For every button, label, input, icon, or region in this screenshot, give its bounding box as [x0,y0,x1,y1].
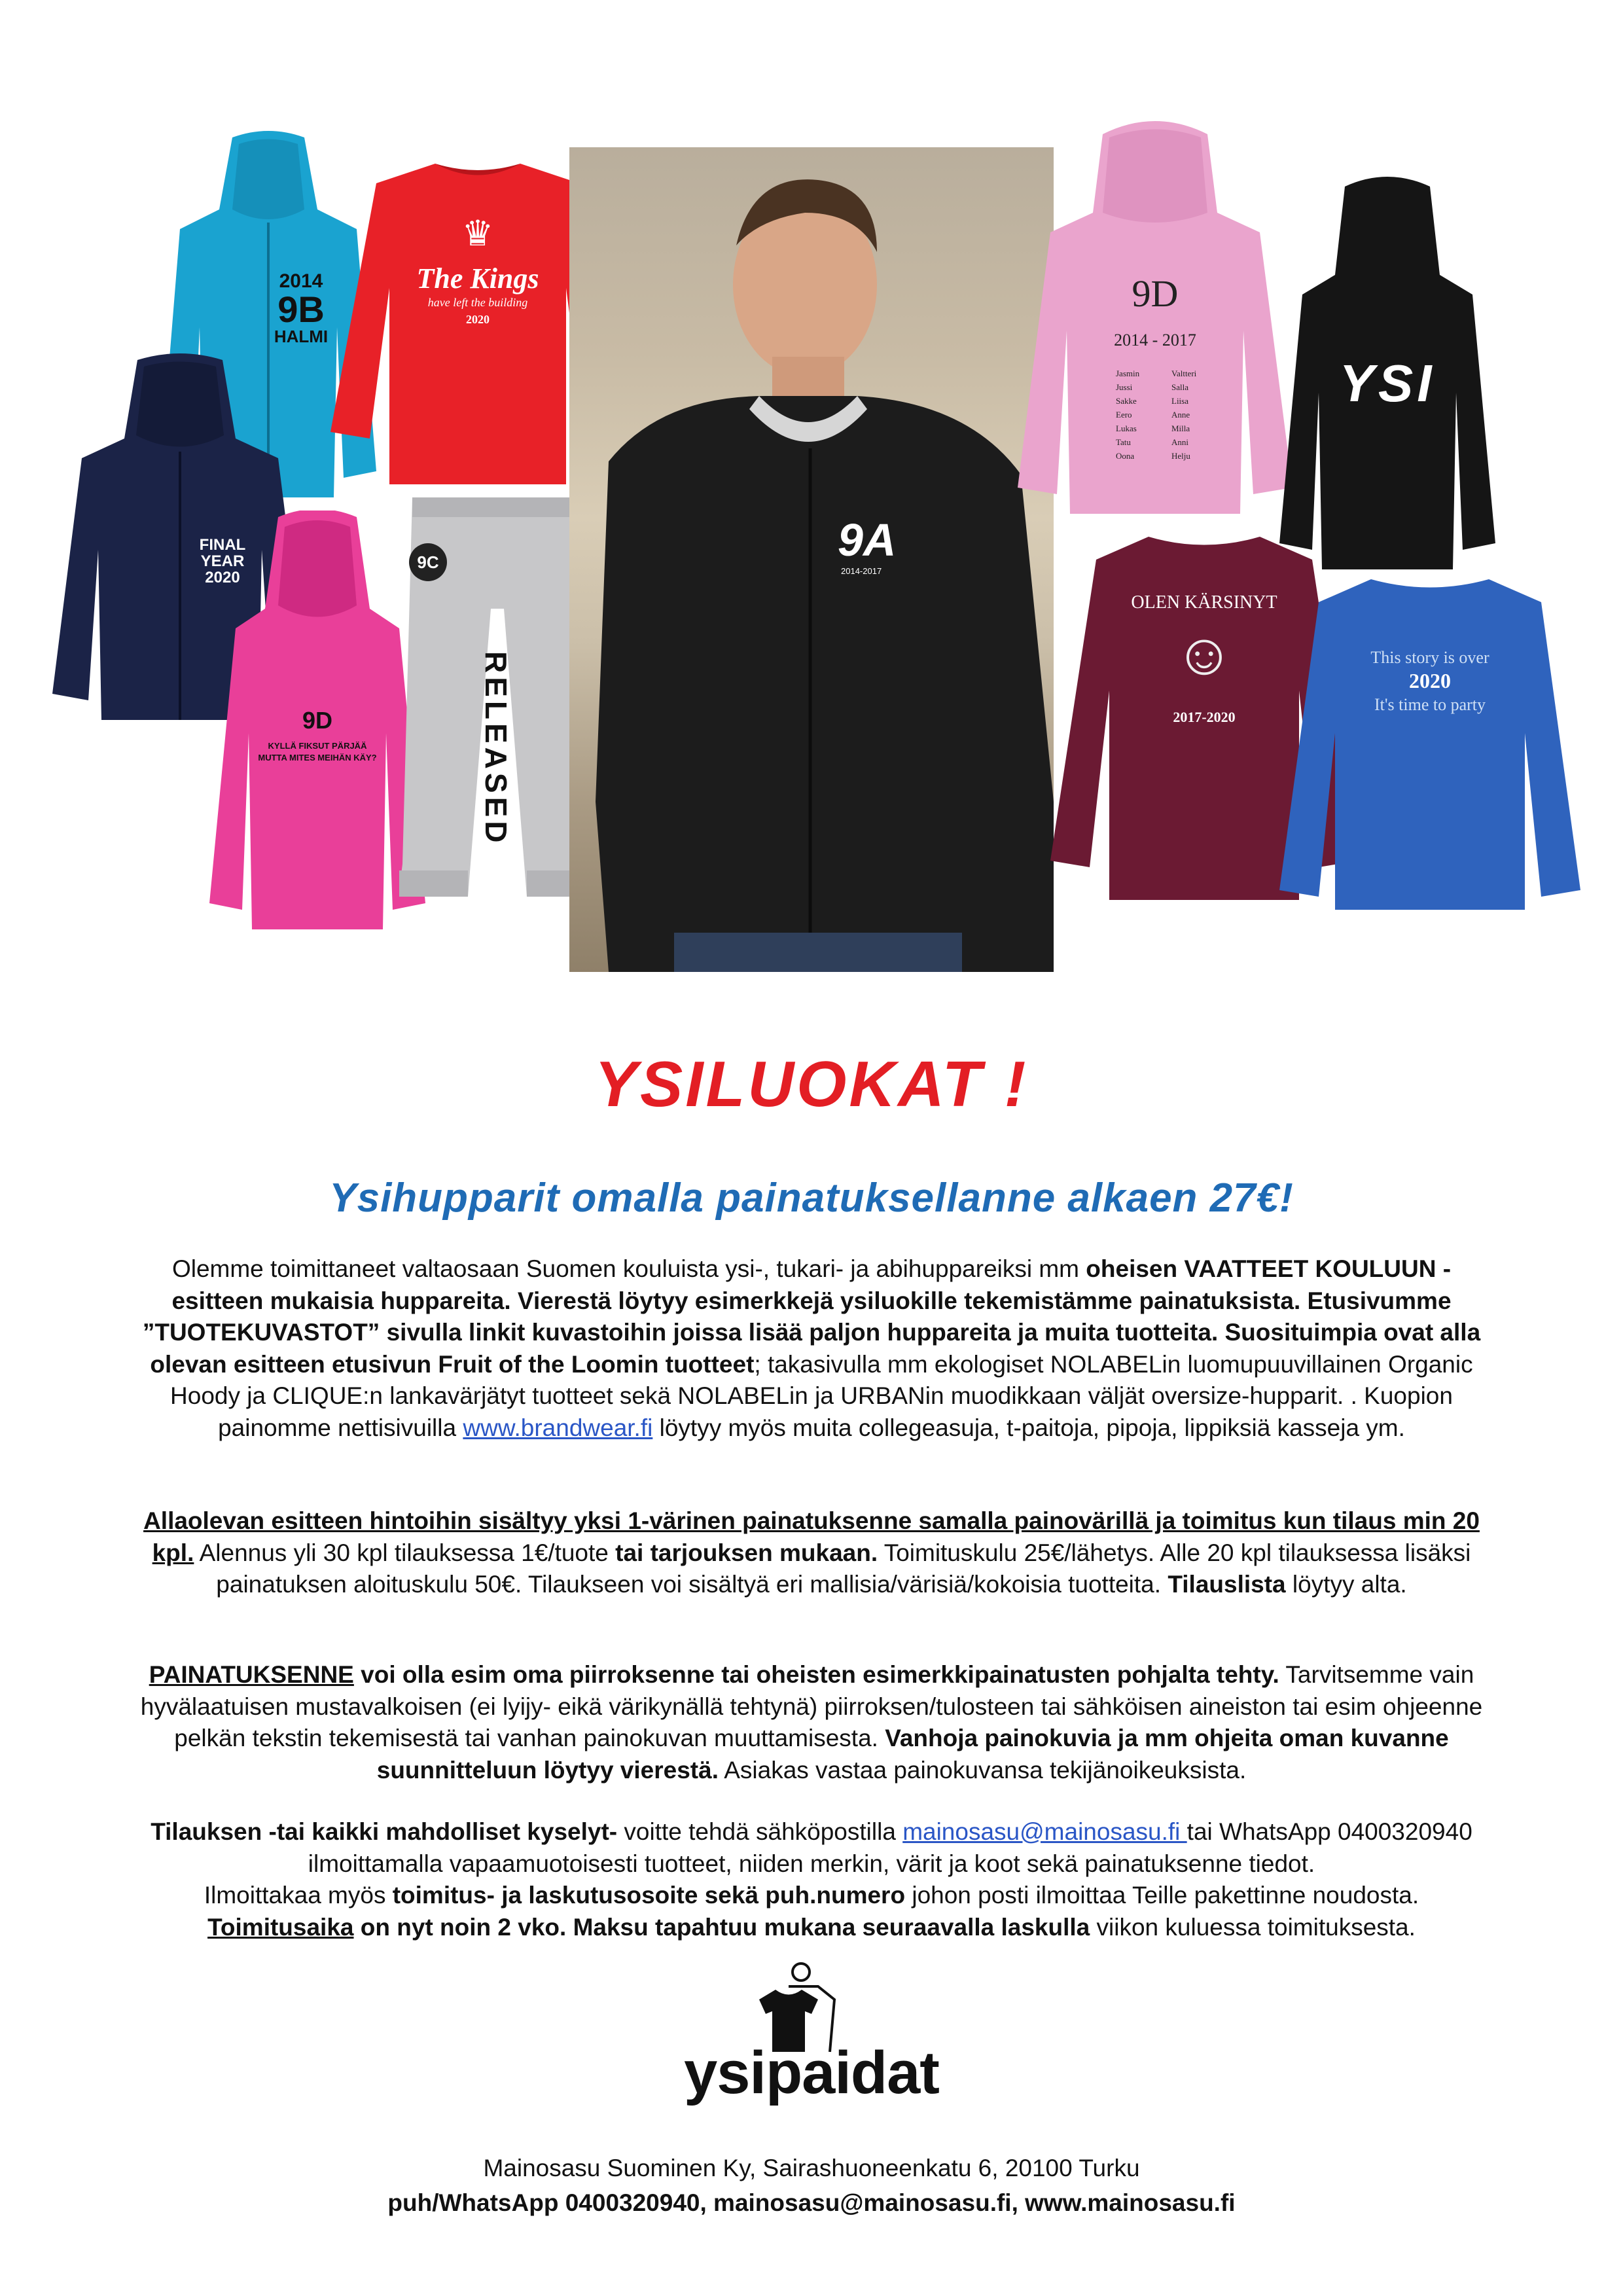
royal-blue-shirt [1279,576,1580,910]
red-sweater-crown-icon: ♛ [461,214,494,253]
name: Anni [1171,437,1188,447]
name: Jasmin [1116,368,1140,378]
ysipaidat-logo-text: ysipaidat [684,2039,939,2106]
light-pink-hoodie-years: 2014 - 2017 [1114,331,1196,350]
grey-pants [399,497,596,903]
footer-address: Mainosasu Suominen Ky, Sairashuoneenkatu 6, 20100 Turku [483,2155,1140,2181]
model-figure [569,147,1054,972]
paragraph-text: johon posti ilmoittaa Teille pakettinne noudosta. [905,1882,1419,1909]
royal-blue-shirt-line: This story is over [1370,648,1489,667]
paragraph-text: Alennus yli 30 kpl tilauksessa 1€/tuote [194,1539,616,1566]
paragraph-text: viikon kuluessa toimituksesta. [1090,1913,1416,1941]
paragraph-text: tai WhatsApp 0400320940 ilmoittamalla vapaamuotoisesti tuotteet, niiden merkin, värit ja koot sekä painatuksenne tiedot. [308,1818,1472,1877]
black-hoodie [1279,177,1495,569]
paragraph-text: Olemme toimittaneet valtaosaan Suomen kouluista ysi-, tukari- ja abihuppareiksi mm [171,1255,1086,1282]
paragraph-text: Tarvitsemme vain hyvälaatuisen mustavalkoisen (ei lyijy- eikä värikynällä tehtynä) piirroksen/tulosteen tai sähköisen aineiston tai esim ohjeenne pelkän tekstin tekemisestä tai vanhan painokuvan muuttamisesta. [140,1661,1483,1751]
paragraph-printing [124,1659,1499,1786]
royal-blue-shirt-shape [1279,576,1580,910]
burgundy-sweater-face-icon: ☺ [1174,622,1234,687]
name: Oona [1116,451,1135,461]
paragraph-text: voitte tehdä sähköpostilla [617,1818,903,1845]
paragraph-bold: voi olla esim oma piirroksenne tai oheisten esimerkkipainatusten pohjalta tehty. [353,1661,1279,1688]
light-pink-hoodie-class: 9D [1132,272,1179,315]
royal-blue-shirt-line: 2020 [1409,669,1451,692]
name: Sakke [1116,396,1137,406]
name: Valtteri [1171,368,1197,378]
name: Liisa [1171,396,1188,406]
paragraph-bold-underline: PAINATUKSENNE [149,1661,354,1688]
pink-hoodie-print-line: MUTTA MITES MEIHÄN KÄY? [258,753,377,762]
pink-hoodie-print-line: KYLLÄ FIKSUT PÄRJÄÄ [268,741,367,751]
paragraph-bold: oheisen VAATTEET KOULUUN - esitteen mukaisia huppareita. Vierestä löytyy esimerkkejä ysiluokille tekemistämme painatuksista. Etusivumme ”TUOTEKUVASTOT” sivulla linkit kuvastoihin joissa lisää paljon huppareita ja muita tuotteita. Suosituimpia ovat alla olevan esitteen etusivun Fruit of the Loomin tuotteet [142,1255,1481,1378]
light-pink-hoodie-shape [1018,121,1293,514]
paragraph-bold: toimitus- ja laskutusosoite sekä puh.numero [392,1882,906,1909]
red-sweater-title: The Kings [416,262,539,295]
name: Salla [1171,382,1188,392]
name: Helju [1171,451,1190,461]
paragraph-ordering [124,1816,1499,1943]
red-sweater-subtitle: have left the building [427,296,528,309]
email-link[interactable]: mainosasu@mainosasu.fi [902,1818,1187,1845]
blue-hoodie-print-line: HALMI [274,327,329,346]
name: Tatu [1116,437,1131,447]
black-hoodie-logo: YSI [1339,354,1436,412]
pink-hoodie [209,511,425,929]
paragraph-bold-underline: Toimitusaika [207,1913,354,1941]
pink-hoodie-logo: 9D [302,707,333,734]
grey-pants-circle-logo: 9C [409,543,447,581]
paragraph-text: ; takasivulla mm ekologiset NOLABELin luomupuuvillainen Organic Hoody ja CLIQUE:n lankavärjätyt tuotteet sekä NOLABELin ja URBANin muodikkaan väljät oversize-hupparit. . Kuopion painomme nettisivuilla [170,1350,1473,1441]
burgundy-sweater-years: 2017-2020 [1173,709,1236,725]
paragraph-text: löytyy myös muita collegeasuja, t-paitoja, pipoja, lippiksiä kasseja ym. [652,1414,1405,1441]
light-pink-hoodie-names-right [1171,367,1196,463]
paragraph-intro [124,1253,1499,1444]
paragraph-text: Ilmoittakaa myös [204,1882,393,1909]
paragraph-bold-underline: Allaolevan esitteen hintoihin sisältyy yksi 1-värinen painatuksenne samalla painovärillä ja toimitus kun tilaus min 20 kpl. [143,1507,1480,1566]
blue-hoodie-print [272,272,330,345]
name: Eero [1116,410,1132,420]
light-pink-hoodie-names-left [1116,367,1139,463]
burgundy-sweater-title: OLEN KÄRSINYT [1131,592,1277,613]
paragraph-bold: Vanhoja painokuvia ja mm ohjeita oman kuvanne suunnitteluun löytyy vierestä. [376,1725,1449,1784]
name: Lukas [1116,423,1137,433]
name: Jussi [1116,382,1133,392]
subheadline: Ysihupparit omalla painatuksellanne alkaen 27€! [329,1175,1294,1221]
paragraph-bold: tai tarjouksen mukaan. [615,1539,878,1566]
name: Milla [1171,423,1190,433]
paragraph-text: Asiakas vastaa painokuvansa tekijänoikeuksista. [718,1756,1247,1784]
blue-hoodie-print-line: 2014 [279,270,323,292]
name: Anne [1171,410,1190,420]
model-hoodie-logo: 9A [838,514,897,565]
footer-contact: puh/WhatsApp 0400320940, mainosasu@mainosasu.fi, www.mainosasu.fi [387,2189,1236,2216]
light-pink-hoodie [1018,121,1293,514]
paragraph-bold: Tilauksen -tai kaikki mahdolliset kyselyt- [151,1818,618,1845]
model-hoodie-years: 2014-2017 [841,566,882,576]
red-sweater-year: 2020 [466,313,490,326]
navy-hoodie-print-line: 2020 [205,569,240,587]
navy-hoodie-print-line: YEAR [200,552,245,571]
model-photo [569,147,1054,972]
paragraph-bold: Tilauslista [1168,1571,1286,1598]
headline: YSILUOKAT ! [594,1048,1029,1120]
royal-blue-shirt-line: It's time to party [1374,695,1486,714]
paragraph-pricing [124,1505,1499,1601]
brandwear-link[interactable]: www.brandwear.fi [463,1414,653,1441]
navy-hoodie-print-line: FINAL [199,536,246,554]
grey-pants-vertical-text: RELEASED [479,651,513,847]
blue-hoodie-print-line: 9B [277,289,325,330]
paragraph-text: löytyy alta. [1285,1571,1407,1598]
paragraph-bold: on nyt noin 2 vko. Maksu tapahtuu mukana seuraavalla laskulla [353,1913,1090,1941]
paragraph-text: Toimituskulu 25€/lähetys. Alle 20 kpl tilauksessa lisäksi painatuksen aloituskulu 50€. Tilaukseen voi sisältyä eri mallisia/värisiä/kokoisia tuotteita. [216,1539,1471,1598]
